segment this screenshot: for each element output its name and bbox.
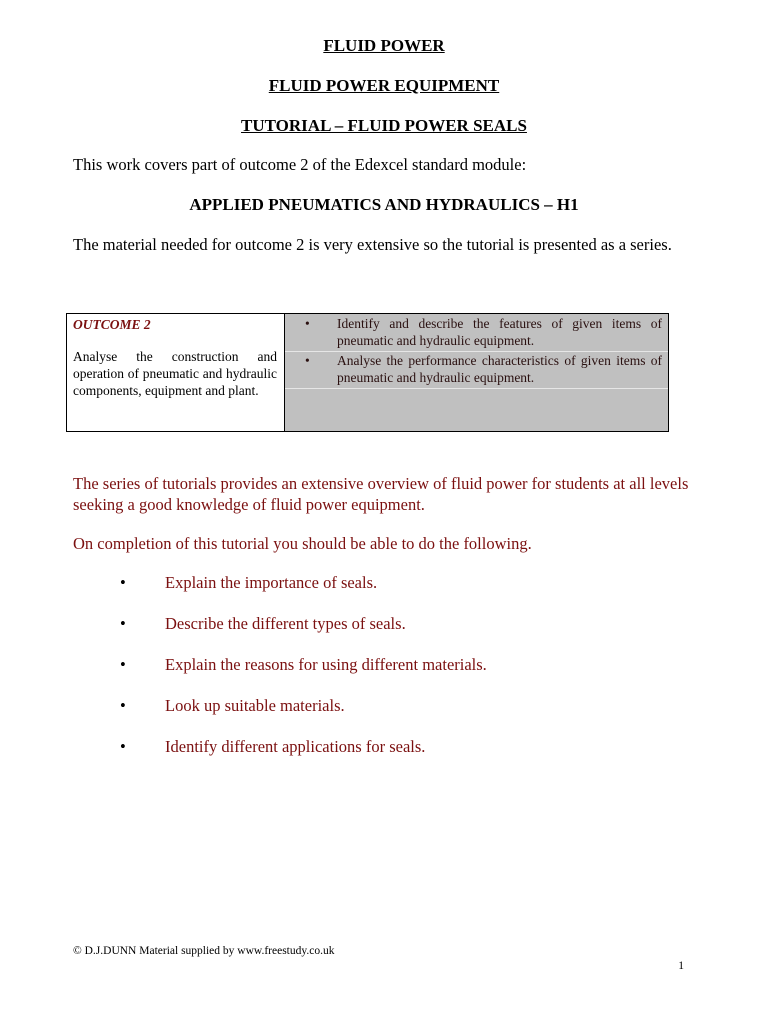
criteria-text: Analyse the performance characteristics of given items of pneumatic and hydraulic equipment. bbox=[337, 353, 662, 385]
objective-text: Describe the different types of seals. bbox=[165, 614, 406, 633]
bullet-icon: • bbox=[305, 353, 310, 368]
objective-item bbox=[120, 573, 377, 593]
criteria-item bbox=[285, 352, 668, 389]
objective-text: Explain the reasons for using different materials. bbox=[165, 655, 487, 674]
bullet-icon: • bbox=[305, 316, 310, 331]
criteria-text: Identify and describe the features of given items of pneumatic and hydraulic equipment. bbox=[337, 316, 662, 348]
bullet-icon: • bbox=[120, 737, 126, 756]
completion-intro: On completion of this tutorial you should be able to do the following. bbox=[73, 534, 532, 553]
outcome-cell bbox=[67, 314, 285, 431]
outcome-criteria bbox=[285, 314, 668, 431]
criteria-item bbox=[285, 315, 668, 352]
objective-item bbox=[120, 737, 425, 757]
objective-item bbox=[120, 696, 345, 716]
intro-text: This work covers part of outcome 2 of the Edexcel standard module: bbox=[73, 155, 527, 174]
document-subtitle: FLUID POWER EQUIPMENT bbox=[268, 76, 500, 95]
outcome-title: OUTCOME 2 bbox=[73, 317, 151, 332]
tutorial-title: TUTORIAL – FLUID POWER SEALS bbox=[241, 116, 527, 135]
objective-text: Identify different applications for seals. bbox=[165, 737, 426, 756]
outcome-table bbox=[66, 313, 669, 432]
bullet-icon: • bbox=[120, 573, 126, 592]
objective-text: Explain the importance of seals. bbox=[165, 573, 378, 592]
material-note: The material needed for outcome 2 is very extensive so the tutorial is presented as a series. bbox=[73, 235, 672, 254]
bullet-icon: • bbox=[120, 655, 126, 674]
outcome-description: Analyse the construction and operation of pneumatic and hydraulic components, equipment and plant. bbox=[73, 349, 277, 398]
objective-text: Look up suitable materials. bbox=[165, 696, 345, 715]
objective-item bbox=[120, 614, 406, 634]
footer-copyright: © D.J.DUNN Material supplied by www.freestudy.co.uk bbox=[73, 945, 335, 957]
objective-item bbox=[120, 655, 487, 675]
bullet-icon: • bbox=[120, 614, 126, 633]
document-title: FLUID POWER bbox=[323, 36, 445, 55]
page-number: 1 bbox=[678, 960, 684, 972]
module-title: APPLIED PNEUMATICS AND HYDRAULICS – H1 bbox=[189, 195, 579, 214]
series-overview: The series of tutorials provides an extensive overview of fluid power for students at all levels seeking a good knowledge of fluid power equipment. bbox=[73, 474, 689, 514]
bullet-icon: • bbox=[120, 696, 126, 715]
